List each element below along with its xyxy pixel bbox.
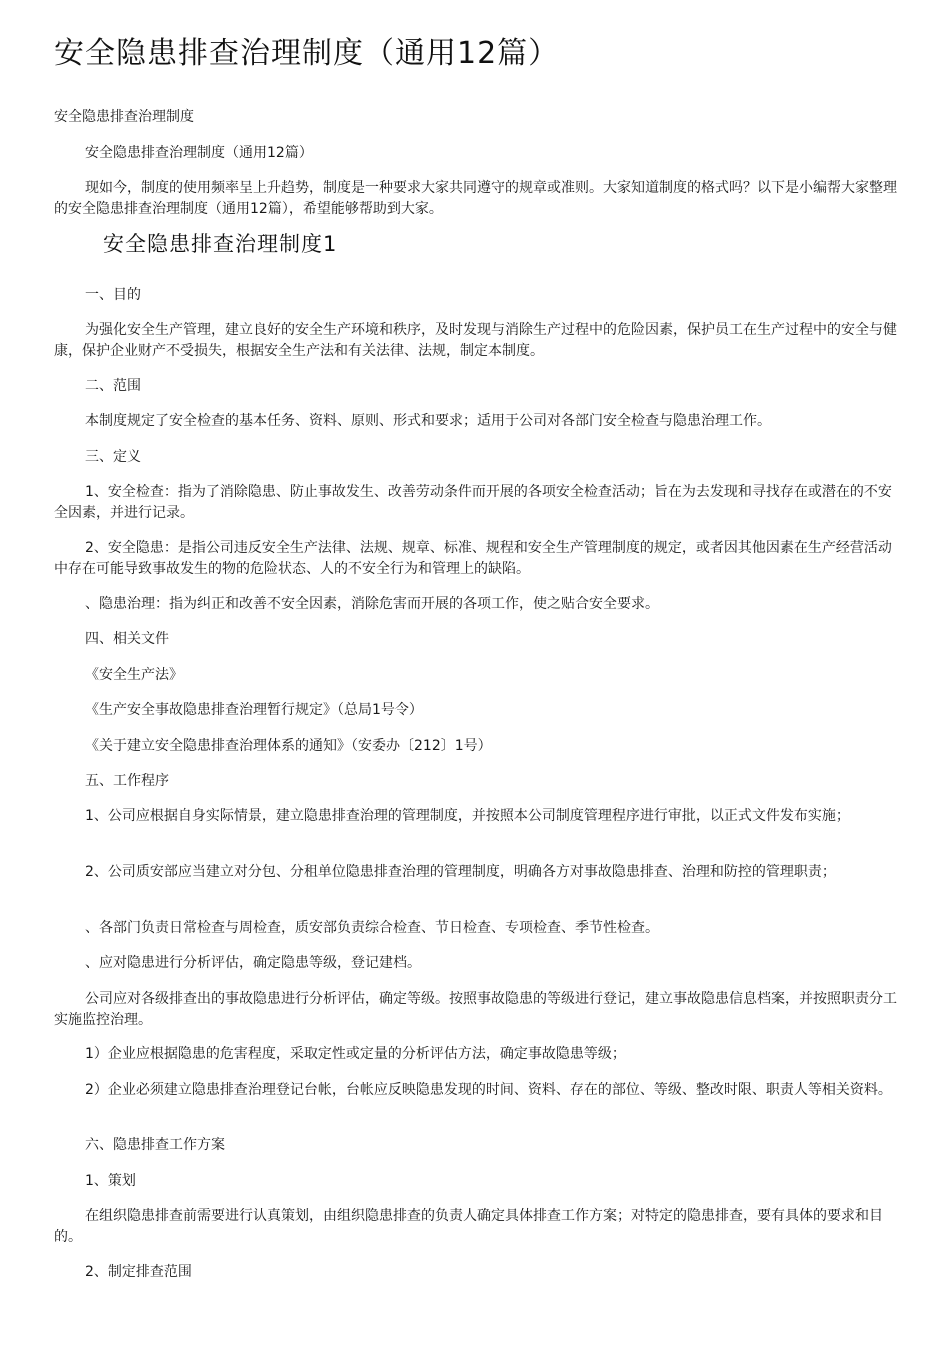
- paragraph: 现如今，制度的使用频率呈上升趋势，制度是一种要求大家共同遵守的规章或准则。大家知道制度的格式吗？以下是小编帮大家整理的安全隐患排查治理制度（通用12篇），希望能够帮助到大家。: [54, 180, 897, 217]
- paragraph: 1、安全检查：指为了消除隐患、防止事故发生、改善劳动条件而开展的各项安全检查活动；旨在为去发现和寻找存在或潜在的不安全因素，并进行记录。: [54, 484, 892, 521]
- paragraph: 1、策划: [85, 1173, 136, 1189]
- paragraph: 一、目的: [85, 287, 141, 303]
- paragraph: 公司应对各级排查出的事故隐患进行分析评估，确定等级。按照事故隐患的等级进行登记，建立事故隐患信息档案，并按照职责分工实施监控治理。: [54, 991, 897, 1028]
- paragraph: 、应对隐患进行分析评估，确定隐患等级，登记建档。: [85, 955, 421, 971]
- paragraph: 《安全生产法》: [85, 667, 183, 683]
- paragraph: 六、隐患排查工作方案: [85, 1137, 225, 1153]
- paragraph: 、隐患治理：指为纠正和改善不安全因素，消除危害而开展的各项工作，使之贴合安全要求。: [85, 596, 659, 612]
- document-title: 安全隐患排查治理制度（通用12篇）: [54, 36, 560, 71]
- section-heading: 安全隐患排查治理制度1: [103, 232, 338, 256]
- paragraph: 1）企业应根据隐患的危害程度，采取定性或定量的分析评估方法，确定事故隐患等级；: [85, 1046, 626, 1062]
- paragraph: 安全隐患排查治理制度: [54, 109, 194, 125]
- paragraph: 安全隐患排查治理制度（通用12篇）: [85, 145, 313, 161]
- paragraph: 2）企业必须建立隐患排查治理登记台帐，台帐应反映隐患发现的时间、资料、存在的部位、等级、整改时限、职责人等相关资料。: [85, 1082, 892, 1098]
- paragraph: 本制度规定了安全检查的基本任务、资料、原则、形式和要求；适用于公司对各部门安全检查与隐患治理工作。: [85, 413, 771, 429]
- paragraph: 、各部门负责日常检查与周检查，质安部负责综合检查、节日检查、专项检查、季节性检查。: [85, 920, 659, 936]
- paragraph: 三、定义: [85, 449, 141, 465]
- paragraph: 为强化安全生产管理，建立良好的安全生产环境和秩序，及时发现与消除生产过程中的危险因素，保护员工在生产过程中的安全与健康，保护企业财产不受损失，根据安全生产法和有关法律、法规，制定本制度。: [54, 322, 897, 359]
- paragraph: 1、公司应根据自身实际情景，建立隐患排查治理的管理制度，并按照本公司制度管理程序进行审批，以正式文件发布实施；: [85, 808, 850, 824]
- paragraph: 五、工作程序: [85, 773, 169, 789]
- paragraph: 《生产安全事故隐患排查治理暂行规定》（总局1号令）: [85, 702, 423, 718]
- paragraph: 在组织隐患排查前需要进行认真策划，由组织隐患排查的负责人确定具体排查工作方案；对特定的隐患排查，要有具体的要求和目的。: [54, 1208, 883, 1245]
- paragraph: 二、范围: [85, 378, 141, 394]
- paragraph: 2、公司质安部应当建立对分包、分租单位隐患排查治理的管理制度，明确各方对事故隐患排查、治理和防控的管理职责；: [85, 864, 836, 880]
- paragraph: 2、制定排查范围: [85, 1264, 192, 1280]
- paragraph: 四、相关文件: [85, 631, 169, 647]
- paragraph: 2、安全隐患：是指公司违反安全生产法律、法规、规章、标准、规程和安全生产管理制度的规定，或者因其他因素在生产经营活动中存在可能导致事故发生的物的危险状态、人的不安全行为和管理上的缺陷。: [54, 540, 892, 577]
- paragraph: 《关于建立安全隐患排查治理体系的通知》（安委办〔212〕1号）: [85, 738, 492, 754]
